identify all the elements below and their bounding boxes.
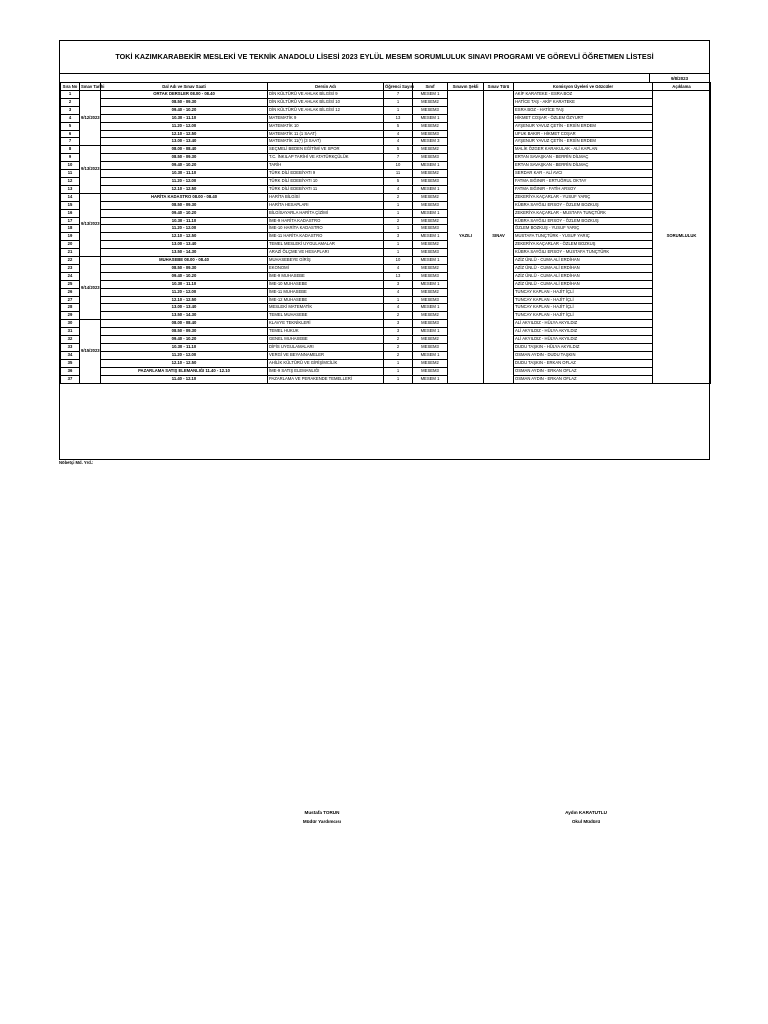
student-count: 5 <box>384 122 413 130</box>
exam-time: 12.10 - 12.50 <box>101 185 268 193</box>
row-number: 36 <box>61 367 80 375</box>
commission-members: UFUK BAKIR - HİKMET COŞAR <box>514 130 653 138</box>
class-name: MESEM3 <box>413 249 448 257</box>
course-name: MATEMATİK 10 <box>268 122 384 130</box>
table-row <box>61 336 711 344</box>
column-header: Sınavın Şekli <box>448 83 484 91</box>
table-row <box>61 91 711 99</box>
table-row <box>61 114 711 122</box>
class-name: MESEM3 <box>413 106 448 114</box>
class-name: MESEM3 <box>413 201 448 209</box>
commission-members: TUNCAY KAPLAN - HAJİT İÇLİ <box>514 296 653 304</box>
exam-time: 12.10 - 12.50 <box>101 130 268 138</box>
student-count: 1 <box>384 201 413 209</box>
row-number: 3 <box>61 106 80 114</box>
exam-time: 08.50 - 09.30 <box>101 154 268 162</box>
table-row <box>61 170 711 178</box>
student-count: 3 <box>384 233 413 241</box>
commission-members: SERDAR KAR - ALİ AVCI <box>514 170 653 178</box>
row-number: 21 <box>61 249 80 257</box>
class-name: MESEM2 <box>413 312 448 320</box>
course-name: AHİLİK KÜLTÜRÜ VE GİRİŞİMCİLİK <box>268 359 384 367</box>
column-header: Komisyon Üyeleri ve Gözcüler <box>514 83 653 91</box>
course-name: KLAVYE TEKNİKLERİ <box>268 320 384 328</box>
exam-time: 08.50 - 09.30 <box>101 201 268 209</box>
table-row <box>61 344 711 352</box>
commission-members: MUSTAFA TUNÇTÜRK - YUSUF YARIÇ <box>514 233 653 241</box>
class-name: MESEM3 <box>413 130 448 138</box>
class-name: MESEM2 <box>413 146 448 154</box>
table-row <box>61 146 711 154</box>
student-count: 4 <box>384 288 413 296</box>
table-row <box>61 367 711 375</box>
table-row <box>61 98 711 106</box>
course-name: DİFİS UYGULAMALARI <box>268 344 384 352</box>
row-number: 23 <box>61 264 80 272</box>
exam-time: 08.00 - 08.40 <box>101 146 268 154</box>
course-name: İME-11 MUHASEBE <box>268 288 384 296</box>
class-name: MESEM3 <box>413 225 448 233</box>
commission-members: OSMAN AYDIN - ERKAN OFLAZ <box>514 375 653 383</box>
exam-time: 09.40 - 10.20 <box>101 272 268 280</box>
exam-date: 9/13/2023 <box>80 146 101 193</box>
table-row <box>61 296 711 304</box>
row-number: 12 <box>61 177 80 185</box>
table-body <box>61 91 711 384</box>
class-name: MESEM2 <box>413 336 448 344</box>
class-name: MESEM 1 <box>413 233 448 241</box>
row-number: 1 <box>61 91 80 99</box>
student-count: 1 <box>384 209 413 217</box>
class-name: MESEM3 <box>413 177 448 185</box>
course-name: EKONOMİ <box>268 264 384 272</box>
row-number: 34 <box>61 351 80 359</box>
student-count: 11 <box>384 170 413 178</box>
class-name: MESEM3 <box>413 344 448 352</box>
commission-members: ALİ AKYILDIZ - HÜLYA AKYILDIZ <box>514 328 653 336</box>
class-name: MESEM2 <box>413 217 448 225</box>
student-count: 4 <box>384 130 413 138</box>
exam-date: 9/15/2023 <box>80 320 101 383</box>
commission-members: HATİCE TAŞ - AKİF KARATEKE <box>514 98 653 106</box>
exam-time: PAZARLAMA SATIŞ ELEMANLIĞI 11.40 - 12.10 <box>101 367 268 375</box>
course-name: İME-10 MUHASEBE <box>268 280 384 288</box>
course-name: TARİH <box>268 162 384 170</box>
row-number: 9 <box>61 154 80 162</box>
table-row <box>61 257 711 265</box>
class-name: MESEM2 <box>413 359 448 367</box>
row-number: 27 <box>61 296 80 304</box>
course-name: TEMEL HUKUK <box>268 328 384 336</box>
commission-members: FATMA SIĞINIR - FATİH ARSOY <box>514 185 653 193</box>
class-name: MESEM 1 <box>413 257 448 265</box>
row-number: 2 <box>61 98 80 106</box>
table-row <box>61 375 711 383</box>
column-header: Sınıf <box>413 83 448 91</box>
class-name: MESEM2 <box>413 122 448 130</box>
table-row <box>61 264 711 272</box>
exam-time: 11.20 - 12.00 <box>101 122 268 130</box>
nobetci-label: Nöbetçi Md. Yrd.: <box>59 460 94 465</box>
student-count: 7 <box>384 91 413 99</box>
student-count: 3 <box>384 320 413 328</box>
exam-time: 10.30 - 11.10 <box>101 114 268 122</box>
exam-date: 9/12/2023 <box>80 91 101 146</box>
course-name: GENEL MUHASEBE <box>268 336 384 344</box>
exam-time: 09.40 - 10.20 <box>101 106 268 114</box>
commission-members: ERTAN SAVAŞKAN - BERRİN DİLMAÇ <box>514 162 653 170</box>
exam-time: 10.30 - 11.10 <box>101 344 268 352</box>
commission-members: OSMAN AYDIN - DUDU TAŞKIN <box>514 351 653 359</box>
class-name: MESEM2 <box>413 288 448 296</box>
class-name: MESEM 1 <box>413 185 448 193</box>
student-count: 4 <box>384 264 413 272</box>
commission-members: ZEKERİYA KAÇARLAR - YUSUF YARIÇ <box>514 193 653 201</box>
course-name: HARİTA HESAPLARI <box>268 201 384 209</box>
commission-members: OSMAN AYDIN - ERKAN OFLAZ <box>514 367 653 375</box>
course-name: BİLGİSAYARLA HARİTA ÇİZİMİ <box>268 209 384 217</box>
exam-time: 08.50 - 09.30 <box>101 264 268 272</box>
signature-left-title: Müdür Yardımcısı <box>302 819 342 824</box>
row-number: 7 <box>61 138 80 146</box>
exam-time: 10.30 - 11.10 <box>101 280 268 288</box>
table-row <box>61 320 711 328</box>
exam-time: 13.50 - 14.30 <box>101 312 268 320</box>
row-number: 29 <box>61 312 80 320</box>
exam-time: 08.50 - 09.30 <box>101 328 268 336</box>
course-name: İME-11 HARİTA KADASTRO <box>268 233 384 241</box>
class-name: MESEM 1 <box>413 280 448 288</box>
table-row <box>61 193 711 201</box>
row-number: 18 <box>61 225 80 233</box>
commission-members: TUNCAY KAPLAN - HAJİT İÇLİ <box>514 312 653 320</box>
commission-members: DUDU TAŞKIN - ERKAN OFLAZ <box>514 359 653 367</box>
student-count: 7 <box>384 154 413 162</box>
table-row <box>61 217 711 225</box>
row-number: 33 <box>61 344 80 352</box>
signature-right <box>526 808 646 826</box>
exam-time: 09.40 - 10.20 <box>101 162 268 170</box>
exam-time: 13.00 - 13.40 <box>101 304 268 312</box>
commission-members: ALİ AKYILDIZ - HÜLYA AKYILDIZ <box>514 320 653 328</box>
row-number: 13 <box>61 185 80 193</box>
class-name: MESEM3 <box>413 154 448 162</box>
course-name: MUHASEBEYE GİRİŞ <box>268 257 384 265</box>
student-count: 1 <box>384 241 413 249</box>
commission-members: DUDU TAŞKIN - HÜLYA AKYILDIZ <box>514 344 653 352</box>
class-name: MESEM 1 <box>413 375 448 383</box>
commission-members: ZEKERİYA KAÇARLAR - MUSTAFA TUNÇTÜRK <box>514 209 653 217</box>
class-name: MESEM 1 <box>413 351 448 359</box>
exam-date: 9/14/2023 <box>80 257 101 320</box>
column-header: Açıklama <box>653 83 711 91</box>
exam-time: 13.50 - 14.30 <box>101 249 268 257</box>
commission-members: AYŞENUR YAVUZ ÇETİN - ERSİN ERDEM <box>514 122 653 130</box>
class-name: MESEM2 <box>413 98 448 106</box>
class-name: MESEM 1 <box>413 162 448 170</box>
commission-members: KÜBRA SAYĞILI ERSOY - MUSTAFA TUNÇTÜRK <box>514 249 653 257</box>
commission-members: AZİZ ÜNLÜ - CUMA ALİ ERDİHAN <box>514 272 653 280</box>
table-row <box>61 185 711 193</box>
course-name: TÜRK DİLİ EDEBİYATI 11 <box>268 185 384 193</box>
row-number: 20 <box>61 241 80 249</box>
description: SORUMLULUK <box>653 91 711 384</box>
exam-time: 09.40 - 10.20 <box>101 336 268 344</box>
signature-left-name: Mustafa TORUN <box>304 810 340 815</box>
table-row <box>61 312 711 320</box>
exam-time: 11.40 - 12.10 <box>101 375 268 383</box>
signature-right-title: Okul Müdürü <box>571 819 601 824</box>
course-name: MATEMATİK 11(*) (3 SAAT) <box>268 138 384 146</box>
student-count: 1 <box>384 225 413 233</box>
table-row <box>61 162 711 170</box>
course-name: MATEMATİK 11 (1 SAAT) <box>268 130 384 138</box>
commission-members: MALİK ÖZGER KARAKULAK - ALİ KAPLAN <box>514 146 653 154</box>
commission-members: FATMA SIĞINIR - ERTUĞRUL OKTAY <box>514 177 653 185</box>
student-count: 3 <box>384 280 413 288</box>
row-number: 31 <box>61 328 80 336</box>
table-row <box>61 225 711 233</box>
student-count: 1 <box>384 98 413 106</box>
row-number: 35 <box>61 359 80 367</box>
commission-members: HİKMET COŞAR - ÖZLEM ÖZYURT <box>514 114 653 122</box>
row-number: 16 <box>61 209 80 217</box>
exam-format: YAZILI <box>448 91 484 384</box>
table-row <box>61 106 711 114</box>
table-row <box>61 359 711 367</box>
row-number: 14 <box>61 193 80 201</box>
commission-members: AZİZ ÜNLÜ - CUMA ALİ ERDİHAN <box>514 280 653 288</box>
commission-members: AKİF KARATEKE - ESRA BOZ <box>514 91 653 99</box>
student-count: 4 <box>384 304 413 312</box>
column-header: Dersin Adı <box>268 83 384 91</box>
commission-members: AZİZ ÜNLÜ - CUMA ALİ ERDİHAN <box>514 257 653 265</box>
commission-members: AYŞENUR YAVUZ ÇETİN - ERSİN ERDEM <box>514 138 653 146</box>
table-row <box>61 233 711 241</box>
row-number: 30 <box>61 320 80 328</box>
student-count: 5 <box>384 177 413 185</box>
student-count: 2 <box>384 312 413 320</box>
table-row <box>61 177 711 185</box>
exam-type: SINAV <box>484 91 514 384</box>
class-name: MESEM 1 <box>413 328 448 336</box>
table-row <box>61 130 711 138</box>
row-number: 25 <box>61 280 80 288</box>
schedule-sheet <box>59 40 710 460</box>
commission-members: ERTAN SAVAŞKAN - BERRİN DİLMAÇ <box>514 154 653 162</box>
table-row <box>61 122 711 130</box>
class-name: MESEM 1 <box>413 209 448 217</box>
class-name: MESEM 1 <box>413 304 448 312</box>
commission-members: KÜBRA SAYĞILI ERSOY - ÖZLEM BOZKUŞ <box>514 201 653 209</box>
table-row <box>61 351 711 359</box>
class-name: MESEM2 <box>413 193 448 201</box>
commission-members: ESRA BOZ - HATİCE TAŞ <box>514 106 653 114</box>
student-count: 2 <box>384 344 413 352</box>
student-count: 3 <box>384 328 413 336</box>
course-name: DİN KÜLTÜRÜ VE AHLAK BİLGİSİ 10 <box>268 98 384 106</box>
row-number: 10 <box>61 162 80 170</box>
student-count: 1 <box>384 106 413 114</box>
course-name: DİN KÜLTÜRÜ VE AHLAK BİLGİSİ 9 <box>268 91 384 99</box>
row-number: 11 <box>61 170 80 178</box>
row-number: 15 <box>61 201 80 209</box>
course-name: MATEMATİK 9 <box>268 114 384 122</box>
student-count: 2 <box>384 336 413 344</box>
class-name: MESEM3 <box>413 367 448 375</box>
exam-time: 09.40 - 10.20 <box>101 209 268 217</box>
exam-time: 12.10 - 12.50 <box>101 359 268 367</box>
class-name: MESEM3 <box>413 320 448 328</box>
commission-members: ZEKERİYA KAÇARLAR - ÖZLEM BOZKUŞ <box>514 241 653 249</box>
student-count: 1 <box>384 367 413 375</box>
exam-time: 11.20 - 12.00 <box>101 225 268 233</box>
print-date: 9/8/2023 <box>649 74 709 83</box>
student-count: 1 <box>384 249 413 257</box>
course-name: DİN KÜLTÜRÜ VE AHLAK BİLGİSİ 12 <box>268 106 384 114</box>
table-row <box>61 201 711 209</box>
class-name: MESEM3 <box>413 272 448 280</box>
course-name: TEMEL MUHASEBE <box>268 312 384 320</box>
row-number: 5 <box>61 122 80 130</box>
course-name: SEÇMELİ BEDEN EĞİTİMİ VE SPOR <box>268 146 384 154</box>
signature-left <box>262 808 382 826</box>
row-number: 26 <box>61 288 80 296</box>
commission-members: TUNCAY KAPLAN - HAJİT İÇLİ <box>514 288 653 296</box>
student-count: 2 <box>384 193 413 201</box>
course-name: MESLEKİ MATEMATİK <box>268 304 384 312</box>
student-count: 1 <box>384 359 413 367</box>
column-header: Sınav Tarihi <box>81 84 105 89</box>
table-row <box>61 272 711 280</box>
course-name: PAZARLAMA VE PERAKENDE TEMELLERİ <box>268 375 384 383</box>
table-row <box>61 241 711 249</box>
class-name: MESEM 3 <box>413 138 448 146</box>
commission-members: TUNCAY KAPLAN - HAJİT İÇLİ <box>514 304 653 312</box>
exam-schedule-table <box>60 82 711 384</box>
class-name: MESEM2 <box>413 241 448 249</box>
row-number: 37 <box>61 375 80 383</box>
table-row <box>61 304 711 312</box>
row-number: 17 <box>61 217 80 225</box>
course-name: HARİTA BİLGİSİ <box>268 193 384 201</box>
table-row <box>61 328 711 336</box>
exam-time: ORTAK DERSLER 08.00 - 08.40 <box>101 91 268 99</box>
student-count: 1 <box>384 375 413 383</box>
row-number: 4 <box>61 114 80 122</box>
student-count: 2 <box>384 217 413 225</box>
row-number: 8 <box>61 146 80 154</box>
document-title: TOKİ KAZIMKARABEKİR MESLEKİ VE TEKNİK ANADOLU LİSESİ 2023 EYLÜL MESEM SORUMLULUK SINAVI PROGRAMI VE GÖREVLİ ÖĞRETMEN LİSTESİ <box>115 52 654 61</box>
course-name: İME-9 MUHASEBE <box>268 272 384 280</box>
table-row <box>61 280 711 288</box>
student-count: 13 <box>384 272 413 280</box>
signature-right-name: Aydın KARATUTLU <box>565 810 607 815</box>
column-header: Sıra No <box>61 83 80 91</box>
student-count: 1 <box>384 296 413 304</box>
commission-members: AZİZ ÜNLÜ - CUMA ALİ ERDİHAN <box>514 264 653 272</box>
row-number: 32 <box>61 336 80 344</box>
course-name: VERGİ VE BEYANNAMELER <box>268 351 384 359</box>
exam-time: HARİTA KADASTRO 08.00 - 08.40 <box>101 193 268 201</box>
course-name: İME-10 HARİTA KADASTRO <box>268 225 384 233</box>
student-count: 10 <box>384 257 413 265</box>
exam-time: 13.00 - 13.40 <box>101 138 268 146</box>
exam-time: 11.20 - 12.00 <box>101 288 268 296</box>
table-row <box>61 249 711 257</box>
exam-time: 11.20 - 12.00 <box>101 177 268 185</box>
class-name: MESEM 1 <box>413 114 448 122</box>
class-name: MESEM3 <box>413 296 448 304</box>
course-name: İME-9 HARİTA KADASTRO <box>268 217 384 225</box>
exam-time: MUHASEBE 08.00 - 08.40 <box>101 257 268 265</box>
exam-time: 08.00 - 08.40 <box>101 320 268 328</box>
row-number: 22 <box>61 257 80 265</box>
course-name: İME-12 MUHASEBE <box>268 296 384 304</box>
table-row <box>61 138 711 146</box>
student-count: 4 <box>384 185 413 193</box>
column-header: Öğrenci Sayısı <box>385 84 415 89</box>
table-row <box>61 154 711 162</box>
class-name: MESEM2 <box>413 170 448 178</box>
table-header-row <box>61 83 711 91</box>
course-name: ARAZİ ÖLÇME VE HESAPLARI <box>268 249 384 257</box>
student-count: 10 <box>384 162 413 170</box>
row-number: 28 <box>61 304 80 312</box>
exam-time: 12.10 - 12.50 <box>101 296 268 304</box>
table-row <box>61 288 711 296</box>
course-name: İME-9 SATIŞ ELEMANLIĞI <box>268 367 384 375</box>
row-number: 24 <box>61 272 80 280</box>
course-name: TÜRK DİLİ EDEBİYATI 9 <box>268 170 384 178</box>
exam-time: 13.00 - 13.40 <box>101 241 268 249</box>
exam-time: 08.50 - 09.30 <box>101 98 268 106</box>
table-row <box>61 209 711 217</box>
commission-members: KÜBRA SAYĞILI ERSOY - ÖZLEM BOZKUŞ <box>514 217 653 225</box>
column-header: Dal Adı ve Sınav Saati <box>101 83 268 91</box>
commission-members: ÖZLEM BOZKUŞ - YUSUF YARIÇ <box>514 225 653 233</box>
exam-time: 10.30 - 11.10 <box>101 170 268 178</box>
course-name: T.C. İNKILAP TARİHİ VE ATATÜRKÇÜLÜK <box>268 154 384 162</box>
course-name: TÜRK DİLİ EDEBİYATI 10 <box>268 177 384 185</box>
class-name: MESEM2 <box>413 264 448 272</box>
student-count: 5 <box>384 146 413 154</box>
exam-date: 9/13/2023 <box>80 193 101 256</box>
student-count: 13 <box>384 114 413 122</box>
column-header: Sınav Türü <box>484 83 514 91</box>
exam-time: 12.10 - 12.50 <box>101 233 268 241</box>
exam-time: 11.20 - 12.00 <box>101 351 268 359</box>
student-count: 4 <box>384 138 413 146</box>
exam-time: 10.30 - 11.10 <box>101 217 268 225</box>
commission-members: ALİ AKYILDIZ - HÜLYA AKYILDIZ <box>514 336 653 344</box>
student-count: 2 <box>384 351 413 359</box>
row-number: 6 <box>61 130 80 138</box>
row-number: 19 <box>61 233 80 241</box>
course-name: TEMEL MESLEKİ UYGULAMALAR <box>268 241 384 249</box>
class-name: MESEM 1 <box>413 91 448 99</box>
